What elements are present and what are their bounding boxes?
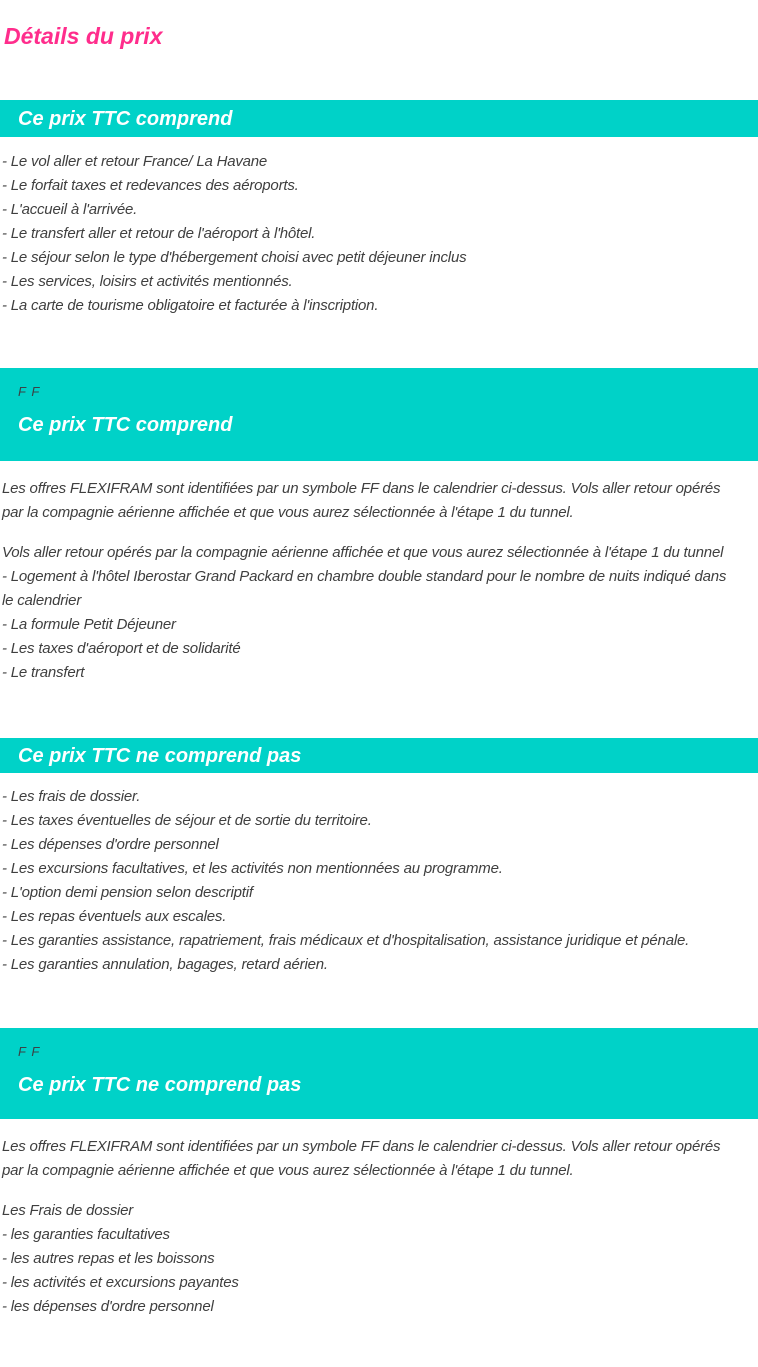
list-item: - Les excursions facultatives, et les activités non mentionnées au programme. [2, 860, 503, 877]
list-item: - L'option demi pension selon descriptif [2, 884, 253, 901]
section-heading: Ce prix TTC ne comprend pas [18, 744, 302, 767]
list-item: - Le forfait taxes et redevances des aéroports. [2, 177, 299, 194]
section-banner-flexifram-excludes [0, 1028, 758, 1119]
section-heading: Ce prix TTC comprend [18, 414, 233, 436]
price-details-page [0, 22, 758, 1347]
list-item: Les Frais de dossier [2, 1202, 134, 1219]
section-flexifram-excludes [0, 1028, 758, 1319]
list-item: - Les taxes d'aéroport et de solidarité [2, 640, 241, 657]
flexifram-badge: F F [18, 384, 41, 399]
list-item: - les dépenses d'ordre personnel [2, 1298, 214, 1315]
section-banner-flexifram-includes [0, 368, 758, 461]
bottom-spacer [0, 1319, 758, 1347]
flexifram-excludes-list [0, 1199, 740, 1319]
list-item: - Le transfert [2, 664, 85, 681]
list-item: Vols aller retour opérés par la compagnie aérienne affichée et que vous aurez sélectionnée à l'étape 1 du tunnel [2, 544, 724, 561]
flexifram-includes-list [0, 541, 740, 685]
list-item: - Logement à l'hôtel Iberostar Grand Packard en chambre double standard pour le nombre de nuits indiqué dans le calendrier [2, 568, 727, 609]
flexifram-badge: F F [18, 1044, 41, 1059]
section-heading: Ce prix TTC comprend [18, 107, 233, 130]
list-item: - Les services, loisirs et activités mentionnés. [2, 273, 293, 290]
list-item: - les activités et excursions payantes [2, 1274, 239, 1291]
list-item: - Le vol aller et retour France/ La Havane [2, 153, 268, 170]
page-title: Détails du prix [4, 23, 163, 49]
section-banner-includes [0, 100, 758, 137]
section-heading: Ce prix TTC ne comprend pas [18, 1074, 302, 1096]
section-price-includes [0, 100, 758, 318]
list-item: - Les garanties assistance, rapatriement, frais médicaux et d'hospitalisation, assistance juridique et pénale. [2, 932, 690, 949]
section-price-excludes [0, 738, 758, 977]
list-item: - Les repas éventuels aux escales. [2, 908, 227, 925]
flexifram-intro-text: Les offres FLEXIFRAM sont identifiées par un symbole FF dans le calendrier ci-dessus. Vols aller retour opérés par la compagnie aérienne affichée et que vous aurez sélectionnée à l'étape 1 du tunnel. [2, 480, 721, 521]
list-item: - L'accueil à l'arrivée. [2, 201, 138, 218]
excludes-list [0, 785, 758, 977]
list-item: - La carte de tourisme obligatoire et facturée à l'inscription. [2, 297, 379, 314]
list-item: - les garanties facultatives [2, 1226, 170, 1243]
section-flexifram-includes [0, 368, 758, 685]
list-item: - La formule Petit Déjeuner [2, 616, 176, 633]
list-item: - Le transfert aller et retour de l'aéroport à l'hôtel. [2, 225, 316, 242]
list-item: - Les taxes éventuelles de séjour et de sortie du territoire. [2, 812, 372, 829]
list-item: - Les frais de dossier. [2, 788, 141, 805]
includes-list [0, 150, 758, 318]
flexifram-intro-text: Les offres FLEXIFRAM sont identifiées par un symbole FF dans le calendrier ci-dessus. Vols aller retour opérés par la compagnie aérienne affichée et que vous aurez sélectionnée à l'étape 1 du tunnel. [2, 1138, 721, 1179]
list-item: - Le séjour selon le type d'hébergement choisi avec petit déjeuner inclus [2, 249, 467, 266]
list-item: - Les garanties annulation, bagages, retard aérien. [2, 956, 328, 973]
list-item: - les autres repas et les boissons [2, 1250, 215, 1267]
list-item: - Les dépenses d'ordre personnel [2, 836, 219, 853]
section-banner-excludes [0, 738, 758, 773]
